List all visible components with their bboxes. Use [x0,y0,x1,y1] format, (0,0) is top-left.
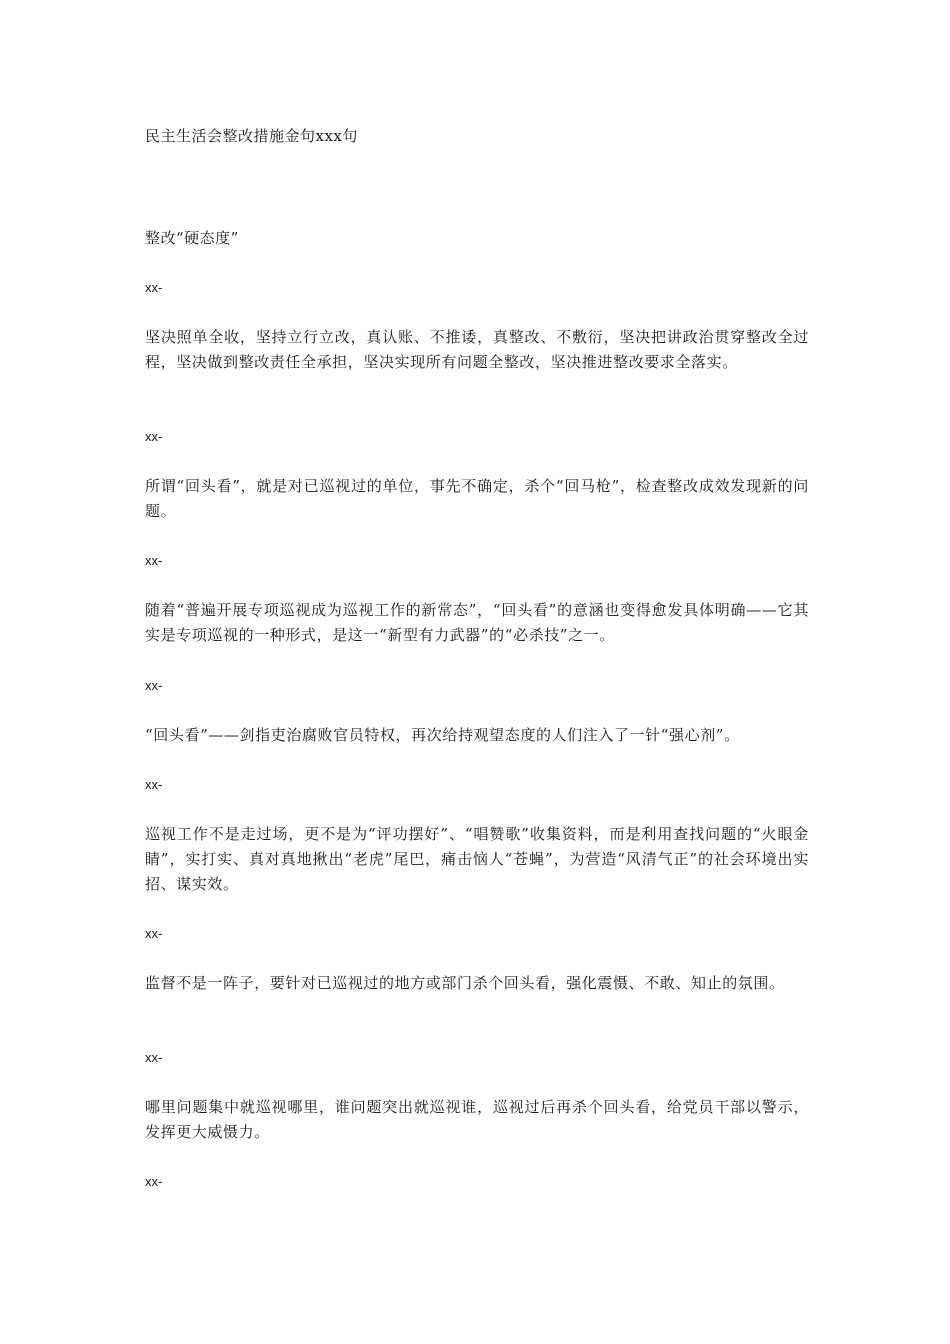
paragraph-3: 随着“普遍开展专项巡视成为巡视工作的新常态”，“回头看”的意涵也变得愈发具体明确——它其实是专项巡视的一种形式，是这一“新型有力武器”的“必杀技”之一。 [145,601,809,644]
separator: xx- [145,553,163,568]
separator: xx- [145,678,163,693]
section-heading: 整改“硬态度” [145,229,239,247]
separator: xx- [145,1174,163,1189]
paragraph-2: 所谓“回头看”，就是对已巡视过的单位，事先不确定，杀个“回马枪”，检查整改成效发现新的问题。 [145,477,809,520]
paragraph-6: 监督不是一阵子，要针对已巡视过的地方或部门杀个回头看，强化震慑、不敢、知止的氛围。 [145,974,785,992]
separator: xx- [145,777,163,792]
paragraph-5: 巡视工作不是走过场，更不是为“评功摆好”、“唱赞歌”收集资料，而是利用查找问题的“火眼金睛”，实打实、真对真地揪出“老虎”尾巴，痛击恼人“苍蝇”，为营造“风清气正”的社会环境出实招、谋实效。 [145,825,809,893]
separator: xx- [145,1050,163,1065]
paragraph-7: 哪里问题集中就巡视哪里，谁问题突出就巡视谁，巡视过后再杀个回头看，给党员干部以警示，发挥更大威慑力。 [145,1098,809,1141]
separator: xx- [145,926,163,941]
separator: xx- [145,280,163,295]
paragraph-1: 坚决照单全收，坚持立行立改，真认账、不推诿，真整改、不敷衍，坚决把讲政治贯穿整改全过程，坚决做到整改责任全承担，坚决实现所有问题全整改，坚决推进整改要求全落实。 [145,328,809,371]
paragraph-4: “回头看”——剑指吏治腐败官员特权，再次给持观望态度的人们注入了一针“强心剂”。 [145,726,740,744]
document-title: 民主生活会整改措施金句xxx句 [145,127,358,145]
separator: xx- [145,429,163,444]
